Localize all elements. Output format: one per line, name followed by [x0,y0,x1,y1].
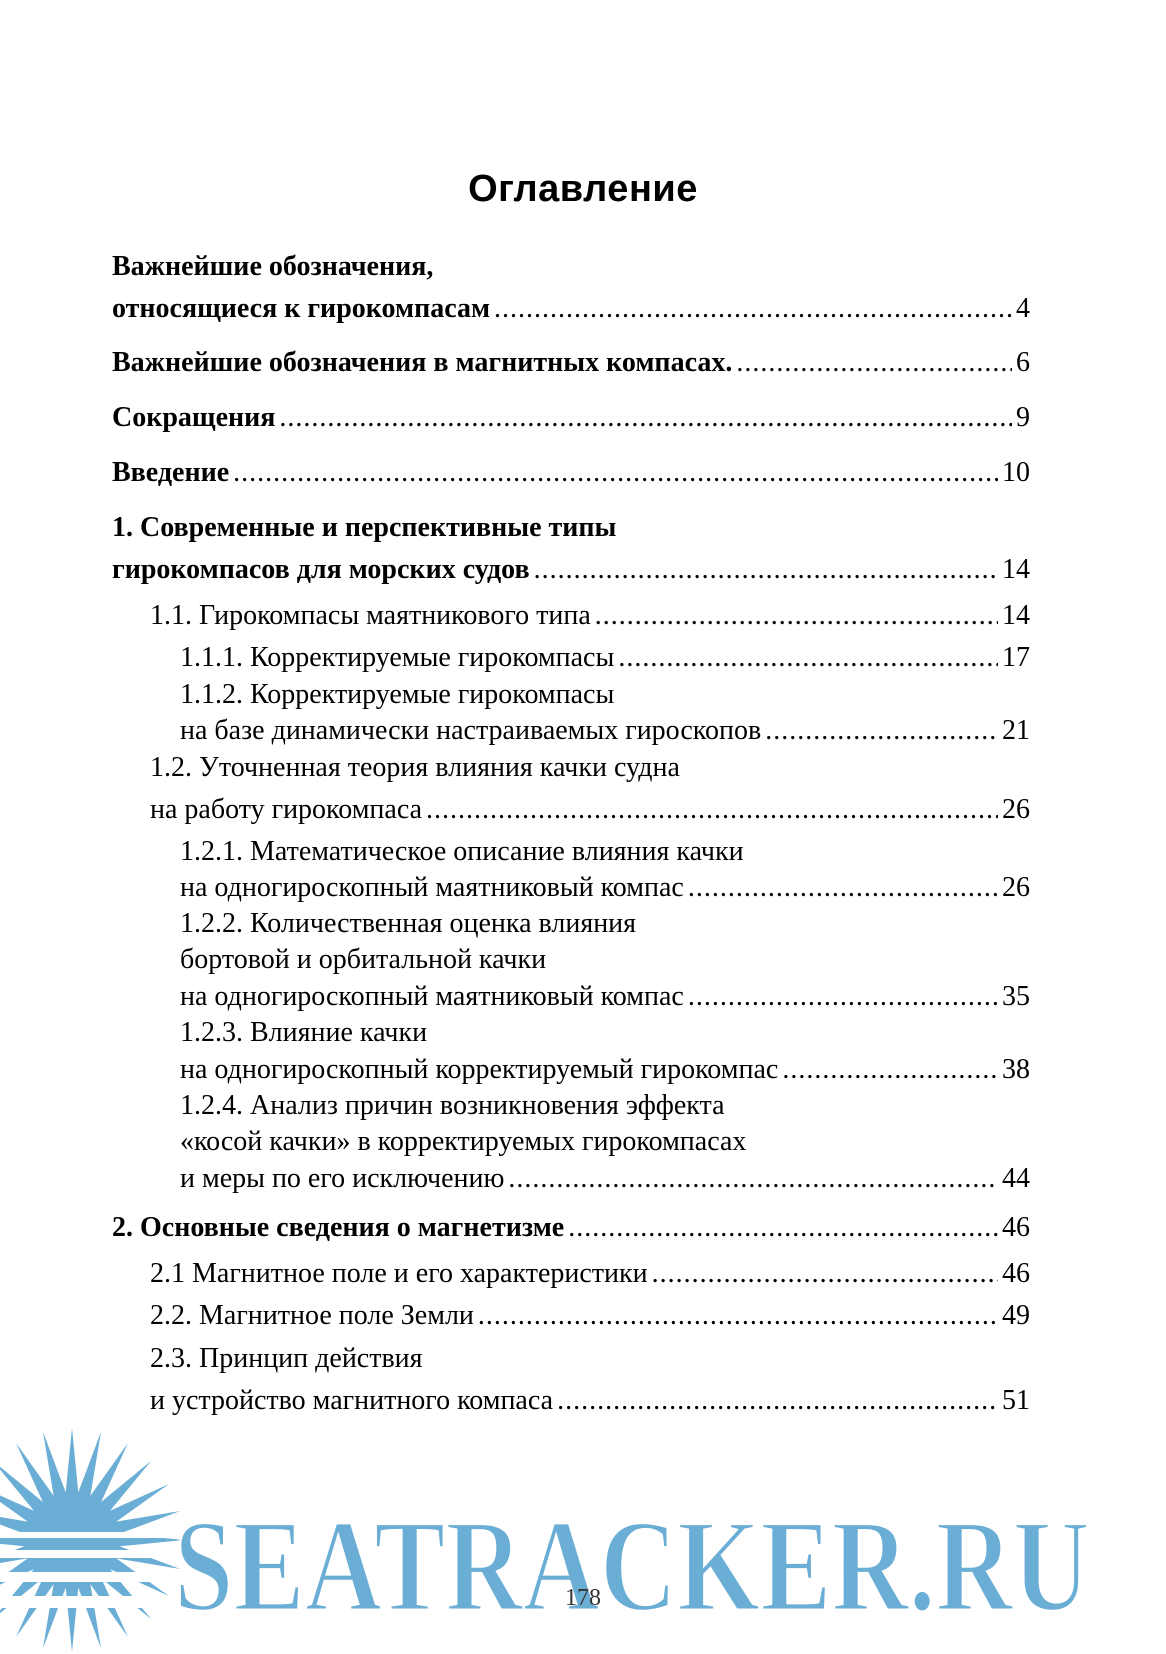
watermark-text: SEATRACKER.RU [174,1492,1090,1639]
toc-entry: 1.2.1. Математическое описание влияния качки [180,836,744,867]
toc-entry: «косой качки» в корректируемых гирокомпасах [180,1126,747,1157]
toc-entry: 1.2.3. Влияние качки [180,1017,428,1048]
toc-entry: 2.3. Принцип действия [150,1343,423,1374]
sunburst-icon [0,1428,184,1652]
toc-entry: и меры по его исключению ..... 44 [180,1162,1030,1196]
toc-entry: 1.2. Уточненная теория влияния качки судна [150,752,680,783]
toc-entry: 1.1. Гирокомпасы маятникового типа ..... 14 [150,599,1030,633]
toc-entry: на одногироскопный маятниковый компас ..... 35 [180,980,1030,1014]
toc-entry: 1.2.2. Количественная оценка влияния [180,908,637,939]
toc-entry: 1.1.1. Корректируемые гирокомпасы ..... 17 [180,641,1030,675]
watermark [0,1420,1166,1654]
toc-entry: бортовой и орбитальной качки [180,944,547,975]
toc-entry: и устройство магнитного компаса ..... 51 [150,1384,1030,1418]
toc-entry: на одногироскопный корректируемый гирокомпас ..... 38 [180,1053,1030,1087]
toc-entry: на базе динамически настраиваемых гироскопов ..... 21 [180,714,1030,748]
toc-entry: гирокомпасов для морских судов ..... 14 [112,553,1030,587]
toc-entry: 1.2.4. Анализ причин возникновения эффекта [180,1090,725,1121]
page-number: 178 [565,1585,601,1611]
toc-entry: Сокращения ..... 9 [112,401,1030,435]
toc-entry: на одногироскопный маятниковый компас ..... 26 [180,871,1030,905]
toc-entry: 2. Основные сведения о магнетизме ..... 46 [112,1211,1030,1245]
toc-entry: относящиеся к гирокомпасам ..... 4 [112,292,1030,326]
toc-entry: Важнейшие обозначения, [112,251,434,282]
toc-entry: Введение ..... 10 [112,456,1030,490]
toc-entry: 2.2. Магнитное поле Земли ..... 49 [150,1299,1030,1333]
toc-entry: 1.1.2. Корректируемые гирокомпасы [180,679,615,710]
toc-entry: Важнейшие обозначения в магнитных компасах. ..... 6 [112,346,1030,380]
toc-entry: 2.1 Магнитное поле и его характеристики ..... 46 [150,1257,1030,1291]
sun-logo-icon [0,1428,200,1652]
toc-entry: на работу гирокомпаса ..... 26 [150,793,1030,827]
toc-entry: 1. Современные и перспективные типы [112,512,617,543]
page-title: Оглавление [468,168,698,210]
